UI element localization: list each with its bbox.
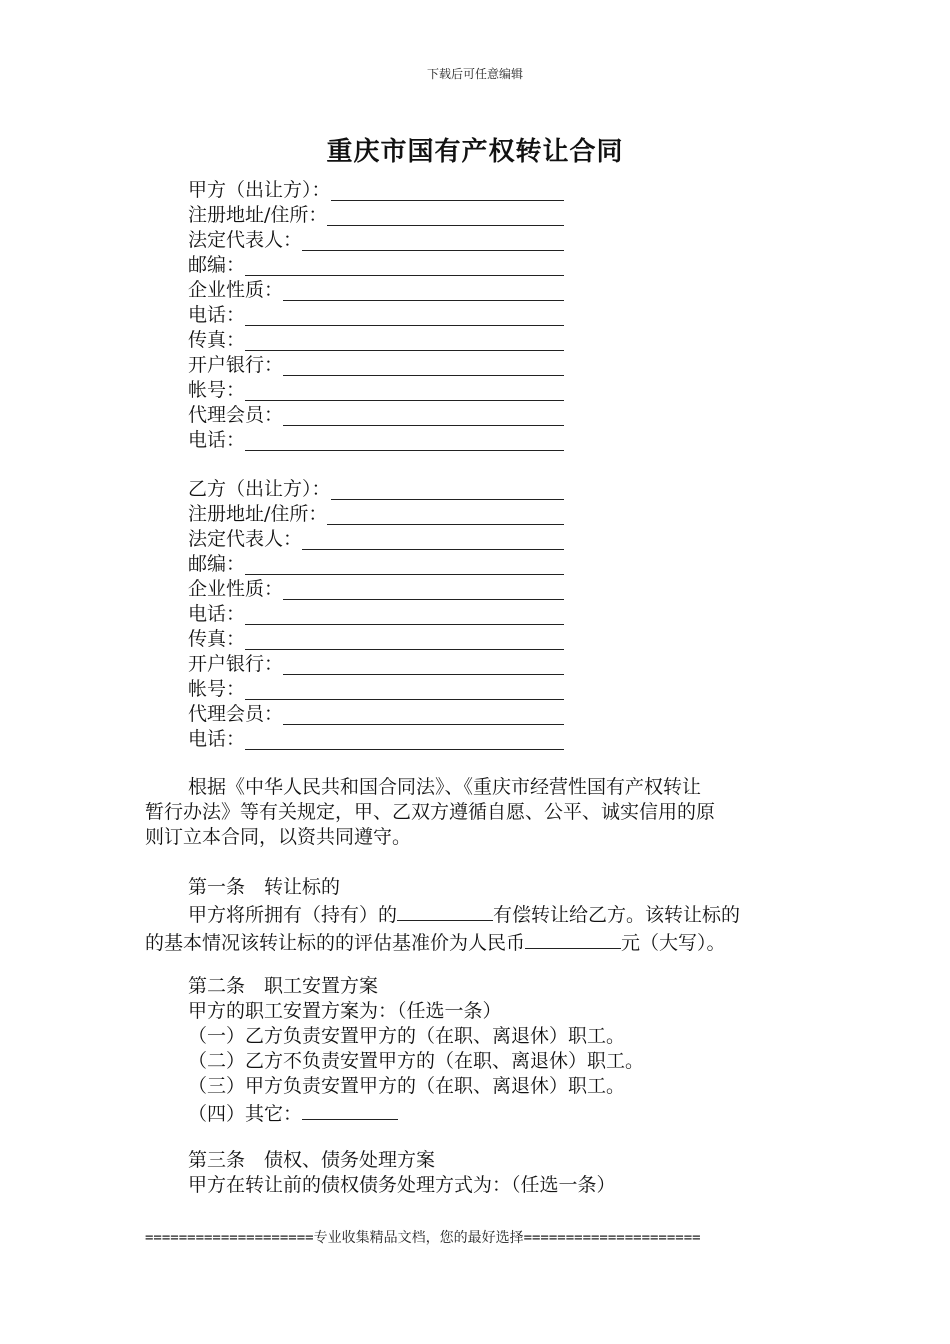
article-1-text-a: 甲方将所拥有（持有）的 xyxy=(188,904,398,926)
party-b-field-blank[interactable] xyxy=(245,603,564,625)
party-a-field-label: 代理会员： xyxy=(188,404,284,426)
party-b-field-row xyxy=(188,627,564,652)
footer-banner: ====================专业收集精品文档，您的最好选择===================== xyxy=(145,1230,701,1246)
party-a-field-blank[interactable] xyxy=(245,304,564,326)
party-a-field-label: 帐号： xyxy=(188,379,246,401)
article-2-heading: 第二条 职工安置方案 xyxy=(188,975,379,997)
header-note: 下载后可任意编辑 xyxy=(426,67,523,81)
party-b-field-label: 企业性质： xyxy=(188,578,284,600)
party-a-field-row xyxy=(188,328,564,353)
article-1-line-1 xyxy=(145,900,805,928)
article-3-intro: 甲方在转让前的债权债务处理方式为：（任选一条） xyxy=(188,1174,616,1196)
article-3 xyxy=(145,1148,805,1198)
party-a-field-label: 企业性质： xyxy=(188,279,284,301)
party-b-field-blank[interactable] xyxy=(283,703,564,725)
party-b-field-row xyxy=(188,527,564,552)
party-b-field-row xyxy=(188,477,564,502)
party-a-field-row xyxy=(188,403,564,428)
party-a-field-label: 甲方（出让方）： xyxy=(188,179,331,201)
party-b-field-blank[interactable] xyxy=(283,578,564,600)
preamble-line-2: 暂行办法》等有关规定，甲、乙双方遵循自愿、公平、诚实信用的原 xyxy=(145,801,716,823)
article-2-option-1: （一）乙方负责安置甲方的（在职、离退休）职工。 xyxy=(188,1025,626,1047)
other-option-blank[interactable] xyxy=(302,1099,398,1120)
party-b-field-label: 注册地址/住所： xyxy=(188,503,328,525)
party-a-field-blank[interactable] xyxy=(283,279,564,301)
party-b-field-row xyxy=(188,702,564,727)
document-title: 重庆市国有产权转让合同 xyxy=(326,137,624,167)
party-a-field-row xyxy=(188,228,564,253)
party-a-field-blank[interactable] xyxy=(245,329,564,351)
party-a-field-blank[interactable] xyxy=(245,379,564,401)
party-a-field-label: 法定代表人： xyxy=(188,229,303,251)
party-b-field-row xyxy=(188,727,564,752)
party-a-field-row xyxy=(188,353,564,378)
party-b-field-label: 法定代表人： xyxy=(188,528,303,550)
party-b-field-label: 电话： xyxy=(188,603,246,625)
party-a-field-row xyxy=(188,203,564,228)
party-b-field-blank[interactable] xyxy=(245,678,564,700)
party-a-field-blank[interactable] xyxy=(331,179,564,201)
party-a-field-row xyxy=(188,178,564,203)
party-b-field-label: 开户银行： xyxy=(188,653,284,675)
party-a-field-blank[interactable] xyxy=(327,204,564,226)
party-a-field-blank[interactable] xyxy=(283,404,564,426)
preamble xyxy=(145,775,805,850)
party-b-field-blank[interactable] xyxy=(283,653,564,675)
party-a-field-blank[interactable] xyxy=(245,429,564,451)
party-a-field-label: 电话： xyxy=(188,304,246,326)
article-2 xyxy=(145,974,805,1127)
party-a-field-label: 开户银行： xyxy=(188,354,284,376)
party-b-field-blank[interactable] xyxy=(245,628,564,650)
article-2-option-4-label: （四）其它： xyxy=(188,1103,303,1125)
party-b-field-row xyxy=(188,552,564,577)
party-b-field-row xyxy=(188,577,564,602)
party-b-block xyxy=(188,477,564,752)
party-b-field-blank[interactable] xyxy=(245,728,564,750)
article-2-option-4 xyxy=(145,1099,805,1127)
preamble-line-1: 根据《中华人民共和国合同法》、《重庆市经营性国有产权转让 xyxy=(188,776,702,798)
party-a-field-blank[interactable] xyxy=(245,254,564,276)
party-a-field-blank[interactable] xyxy=(302,229,564,251)
article-1-text-c: 的基本情况该转让标的的评估基准价为人民币 xyxy=(145,932,526,954)
party-b-field-label: 电话： xyxy=(188,728,246,750)
article-1-text-b: 有偿转让给乙方。该转让标的 xyxy=(493,904,741,926)
article-2-option-3: （三）甲方负责安置甲方的（在职、离退休）职工。 xyxy=(188,1075,626,1097)
party-b-field-blank[interactable] xyxy=(245,553,564,575)
party-a-field-row xyxy=(188,253,564,278)
article-1-line-2 xyxy=(145,928,805,956)
preamble-line-3: 则订立本合同，以资共同遵守。 xyxy=(145,826,412,848)
party-b-field-label: 邮编： xyxy=(188,553,246,575)
party-a-field-blank[interactable] xyxy=(283,354,564,376)
price-blank[interactable] xyxy=(525,928,621,949)
party-a-field-label: 电话： xyxy=(188,429,246,451)
party-a-field-label: 注册地址/住所： xyxy=(188,204,328,226)
party-a-field-label: 邮编： xyxy=(188,254,246,276)
party-b-field-label: 代理会员： xyxy=(188,703,284,725)
party-a-field-row xyxy=(188,428,564,453)
article-1 xyxy=(145,875,805,956)
article-1-text-d: 元（大写）。 xyxy=(621,932,726,954)
party-b-field-label: 乙方（出让方）： xyxy=(188,478,331,500)
party-b-field-blank[interactable] xyxy=(302,528,564,550)
party-a-field-row xyxy=(188,378,564,403)
party-b-field-blank[interactable] xyxy=(331,478,564,500)
article-2-intro: 甲方的职工安置方案为：（任选一条） xyxy=(188,1000,502,1022)
party-b-field-row xyxy=(188,677,564,702)
party-b-field-blank[interactable] xyxy=(327,503,564,525)
article-1-heading: 第一条 转让标的 xyxy=(188,876,341,898)
party-a-block xyxy=(188,178,564,453)
party-b-field-row xyxy=(188,502,564,527)
party-b-field-label: 传真： xyxy=(188,628,246,650)
subject-blank[interactable] xyxy=(397,900,493,921)
article-2-option-2: （二）乙方不负责安置甲方的（在职、离退休）职工。 xyxy=(188,1050,645,1072)
article-3-heading: 第三条 债权、债务处理方案 xyxy=(188,1149,436,1171)
party-a-field-label: 传真： xyxy=(188,329,246,351)
party-a-field-row xyxy=(188,303,564,328)
party-b-field-row xyxy=(188,652,564,677)
party-a-field-row xyxy=(188,278,564,303)
party-b-field-label: 帐号： xyxy=(188,678,246,700)
party-b-field-row xyxy=(188,602,564,627)
